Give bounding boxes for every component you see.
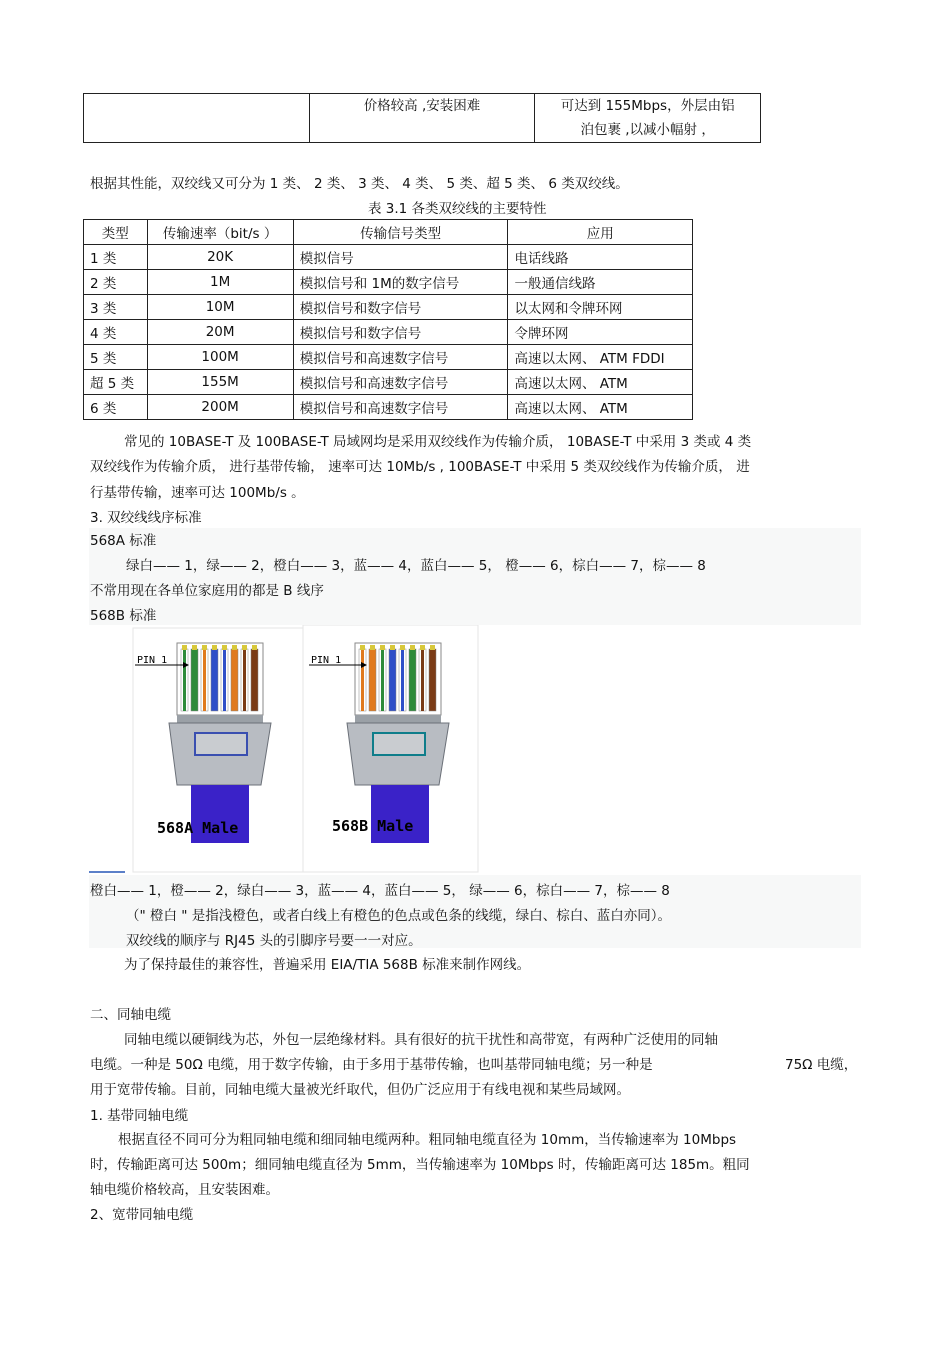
- table-row: [84, 370, 693, 395]
- wire-stripe-1: [183, 649, 186, 711]
- pin-contact-2: [370, 645, 375, 650]
- wire-2: [369, 649, 376, 711]
- coax-75-ohm: 75Ω 电缆，: [785, 1057, 858, 1073]
- row-type: 3 类: [84, 295, 148, 320]
- rj45-plug-figure: [89, 625, 861, 875]
- sub2-title: 2、宽带同轴电缆: [90, 1207, 194, 1223]
- row-application: 高速以太网、 ATM: [508, 395, 693, 420]
- std568a-sequence: 绿白—— 1，绿—— 2，橙白—— 3，蓝—— 4，蓝白—— 5， 橙—— 6，棕白—— 7，棕—— 8: [126, 558, 706, 574]
- row-signal: 模拟信号和数字信号: [293, 320, 508, 345]
- wire-6: [409, 649, 416, 711]
- row-application: 令牌环网: [508, 320, 693, 345]
- continued-table-cell-2: [309, 94, 535, 143]
- wire-6: [231, 649, 238, 711]
- header-application: 应用: [508, 220, 693, 245]
- header-rate: 传输速率（bit/s ）: [147, 220, 293, 245]
- wire-stripe-1: [361, 649, 364, 711]
- row-rate: 100M: [147, 345, 293, 370]
- table-row: [84, 345, 693, 370]
- wire-stripe-7: [421, 649, 424, 711]
- pin-contact-7: [420, 645, 425, 650]
- row-signal: 模拟信号和高速数字信号: [293, 370, 508, 395]
- 568a-male-label: 568A Male: [157, 819, 239, 837]
- continued-table-cell-3: [535, 94, 761, 143]
- table-row: [84, 270, 693, 295]
- category-intro: 根据其性能，双绞线又可分为 1 类、 2 类、 3 类、 4 类、 5 类、超 5 类、 6 类双绞线。: [90, 176, 629, 192]
- row-signal: 模拟信号和高速数字信号: [293, 395, 508, 420]
- std568b-title: 568B 标准: [90, 608, 157, 624]
- eia-note: 为了保持最佳的兼容性，普遍采用 EIA/TIA 568B 标准来制作网线。: [124, 957, 531, 973]
- wire-8: [251, 649, 258, 711]
- std568b-sequence: 橙白—— 1，橙—— 2，绿白—— 3，蓝—— 4，蓝白—— 5， 绿—— 6，棕白—— 7，棕—— 8: [90, 883, 670, 899]
- rj45-note: 双绞线的顺序与 RJ45 头的引脚序号要一一对应。: [126, 933, 422, 949]
- header-type: 类型: [84, 220, 148, 245]
- coax-para-line-2: 电缆。一种是 50Ω 电缆，用于数字传输，由于多用于基带传输，也叫基带同轴电缆；另一种是: [90, 1057, 653, 1073]
- 568b-male-label: 568B Male: [332, 817, 414, 835]
- row-signal: 模拟信号: [293, 245, 508, 270]
- orange-white-note: （" 橙白 " 是指浅橙色，或者白线上有橙色的色点或色条的线缆，绿白、棕白、蓝白亦同）。: [126, 908, 672, 924]
- continued-table-speed: 可达到 155Mbps，外层由铝: [560, 98, 735, 114]
- row-signal: 模拟信号和高速数字信号: [293, 345, 508, 370]
- row-rate: 155M: [147, 370, 293, 395]
- row-rate: 200M: [147, 395, 293, 420]
- table-row: [84, 395, 693, 420]
- baseband-para-line-1: 根据直径不同可分为粗同轴电缆和细同轴电缆两种。粗同轴电缆直径为 10mm，当传输速率为 10Mbps: [118, 1132, 737, 1148]
- wire-2: [191, 649, 198, 711]
- table-row: [84, 245, 693, 270]
- pin1-label-b: PIN 1: [311, 655, 342, 666]
- coax-para-line-1: 同轴电缆以硬铜线为芯，外包一层绝缘材料。具有很好的抗干扰性和高带宽，有两种广泛使用的同轴: [124, 1032, 718, 1048]
- row-application: 以太网和令牌环网: [508, 295, 693, 320]
- row-application: 高速以太网、 ATM: [508, 370, 693, 395]
- row-rate: 20M: [147, 320, 293, 345]
- table-row: [84, 320, 693, 345]
- pin-contact-2: [192, 645, 197, 650]
- twisted-pair-table: [83, 219, 693, 420]
- pin1-label-a: PIN 1: [137, 655, 168, 666]
- header-signal: 传输信号类型: [293, 220, 508, 245]
- continued-table: [83, 93, 761, 143]
- pin-contact-6: [232, 645, 237, 650]
- coax-para-line-3: 用于宽带传输。目前，同轴电缆大量被光纤取代，但仍广泛应用于有线电视和某些局域网。: [90, 1082, 630, 1098]
- row-type: 超 5 类: [84, 370, 148, 395]
- rj45-diagram: [89, 625, 861, 875]
- pin-contact-1: [360, 645, 365, 650]
- row-type: 1 类: [84, 245, 148, 270]
- row-type: 5 类: [84, 345, 148, 370]
- row-rate: 20K: [147, 245, 293, 270]
- table-caption: 表 3.1 各类双绞线的主要特性: [368, 201, 547, 217]
- sub1-title: 1. 基带同轴电缆: [90, 1108, 189, 1124]
- wire-stripe-3: [203, 649, 206, 711]
- row-type: 2 类: [84, 270, 148, 295]
- pin-contact-6: [410, 645, 415, 650]
- baseband-para-line-2: 时，传输距离可达 500m；细同轴电缆直径为 5mm，当传输速率为 10Mbps 时，传输距离可达 185m。粗同: [90, 1157, 750, 1173]
- row-application: 高速以太网、 ATM FDDI: [508, 345, 693, 370]
- section3-title: 3. 双绞线线序标准: [90, 510, 202, 526]
- row-application: 一般通信线路: [508, 270, 693, 295]
- pin-contact-5: [400, 645, 405, 650]
- continued-table-price: 价格较高 ,安装困难: [363, 98, 481, 114]
- ethernet-para-line-2: 双绞线作为传输介质， 进行基带传输， 速率可达 10Mb/s , 100BASE-T 中采用 5 类双绞线作为传输介质， 进: [90, 459, 750, 475]
- pin-contact-7: [242, 645, 247, 650]
- pin-contact-4: [390, 645, 395, 650]
- pin-contact-1: [182, 645, 187, 650]
- wire-stripe-3: [381, 649, 384, 711]
- table-header-row: [84, 220, 693, 245]
- pin-contact-5: [222, 645, 227, 650]
- pin-contact-8: [252, 645, 257, 650]
- ethernet-para-line-1: 常见的 10BASE-T 及 100BASE-T 局域网均是采用双绞线作为传输介质， 10BASE-T 中采用 3 类或 4 类: [124, 434, 752, 450]
- continued-table-shield: 泊包裹 ,以减小幅射 ，: [580, 122, 715, 138]
- baseband-para-line-3: 轴电缆价格较高，且安装困难。: [90, 1182, 279, 1198]
- ethernet-para-line-3: 行基带传输，速率可达 100Mb/s 。: [90, 485, 305, 501]
- common-note: 不常用现在各单位家庭用的都是 B 线序: [90, 583, 324, 599]
- row-application: 电话线路: [508, 245, 693, 270]
- row-type: 6 类: [84, 395, 148, 420]
- wire-4: [211, 649, 218, 711]
- row-type: 4 类: [84, 320, 148, 345]
- continued-table-cell-1: [84, 94, 310, 143]
- std568a-title: 568A 标准: [90, 533, 157, 549]
- wire-stripe-5: [223, 649, 226, 711]
- row-signal: 模拟信号和数字信号: [293, 295, 508, 320]
- row-signal: 模拟信号和 1M的数字信号: [293, 270, 508, 295]
- row-rate: 10M: [147, 295, 293, 320]
- wire-stripe-7: [243, 649, 246, 711]
- wire-4: [389, 649, 396, 711]
- pin-contact-4: [212, 645, 217, 650]
- row-rate: 1M: [147, 270, 293, 295]
- pin-contact-3: [380, 645, 385, 650]
- wire-8: [429, 649, 436, 711]
- wire-stripe-5: [401, 649, 404, 711]
- pin-contact-3: [202, 645, 207, 650]
- table-row: [84, 295, 693, 320]
- section2-title: 二、同轴电缆: [90, 1007, 171, 1023]
- pin-contact-8: [430, 645, 435, 650]
